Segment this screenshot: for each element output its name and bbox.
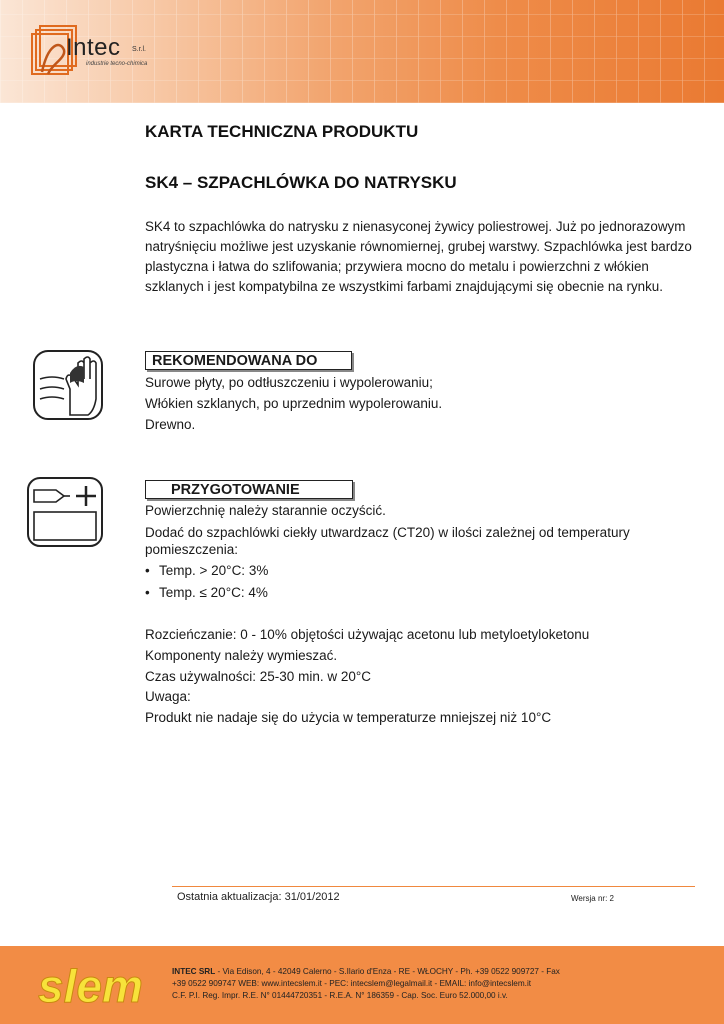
- version-number: Wersja nr: 2: [571, 894, 614, 903]
- recommended-heading: REKOMENDOWANA DO: [145, 351, 352, 370]
- bullet-dot: •: [145, 585, 150, 600]
- product-title: SK4 – SZPACHLÓWKA DO NATRYSKU: [145, 173, 457, 192]
- header-banner: [0, 0, 724, 103]
- bullet-item-1: [145, 563, 268, 578]
- preparation-line-1: Powierzchnię należy starannie oczyścić.: [145, 503, 386, 518]
- document-title: KARTA TECHNICZNA PRODUKTU: [145, 122, 419, 141]
- logo-tagline: industrie tecno-chimica: [86, 61, 148, 67]
- company-line-3: C.F. P.I. Reg. Impr. R.E. N° 01444720351 - R.E.A. N° 186359 - Cap. Soc. Euro 52.000,00 i.v.: [172, 991, 508, 1000]
- bullet-text: Temp. > 20°C: 3%: [159, 563, 269, 578]
- mix-line: Komponenty należy wymieszać.: [145, 648, 338, 663]
- hand-icon: [32, 349, 104, 421]
- intro-paragraph: SK4 to szpachlówka do natrysku z nienasyconej żywicy poliestrowej. Już po jednorazowym natryśnięciu możliwe jest uzyskanie równomiernej, grubej warstwy. Szpachlówka jest bardzo plastyczna i łatwa do szlifowania; przywiera mocno do metalu i powierzchni z włókien szklanych i jest kompatybilna ze wszystkimi farbami znajdującymi się obecnie na rynku.: [145, 219, 692, 294]
- company-line-1: [172, 967, 560, 976]
- mixing-icon: [26, 476, 104, 548]
- slem-logo-text: slem: [38, 962, 143, 1008]
- preparation-heading: PRZYGOTOWANIE: [145, 480, 353, 499]
- last-update: Ostatnia aktualizacja: 31/01/2012: [177, 891, 340, 903]
- company-name: INTEC SRL: [172, 967, 216, 976]
- recommended-line-2: Włókien szklanych, po uprzednim wypolerowaniu.: [145, 396, 443, 411]
- preparation-line-3: pomieszczenia:: [145, 542, 239, 557]
- company-address: - Via Edison, 4 - 42049 Calerno - S.Ilario d'Enza - RE - WŁOCHY - Ph. +39 0522 909727 - Fax: [215, 967, 560, 976]
- company-line-2: +39 0522 909747 WEB: www.intecslem.it - PEC: intecslem@legalmail.it - EMAIL: info@intecslem.it: [172, 979, 532, 988]
- dilution-line: Rozcieńczanie: 0 - 10% objętości używając acetonu lub metyloetyloketonu: [145, 627, 590, 642]
- logo-name: Intec: [66, 34, 121, 61]
- logo-srl: S.r.l.: [132, 46, 147, 53]
- recommended-line-1: Surowe płyty, po odtłuszczeniu i wypolerowaniu;: [145, 375, 433, 390]
- note-line: Produkt nie nadaje się do użycia w temperaturze mniejszej niż 10°C: [145, 710, 552, 725]
- recommended-line-3: Drewno.: [145, 417, 196, 432]
- note-label: Uwaga:: [145, 689, 191, 704]
- bullet-dot: •: [145, 563, 150, 578]
- slem-logo: [36, 962, 166, 1008]
- bullet-text: Temp. ≤ 20°C: 4%: [159, 585, 268, 600]
- pot-life-line: Czas używalności: 25-30 min. w 20°C: [145, 669, 371, 684]
- bullet-item-2: [145, 585, 268, 600]
- footer-divider: [172, 886, 695, 887]
- preparation-line-2: Dodać do szpachlówki ciekły utwardzacz (CT20) w ilości zależnej od temperatury: [145, 525, 630, 540]
